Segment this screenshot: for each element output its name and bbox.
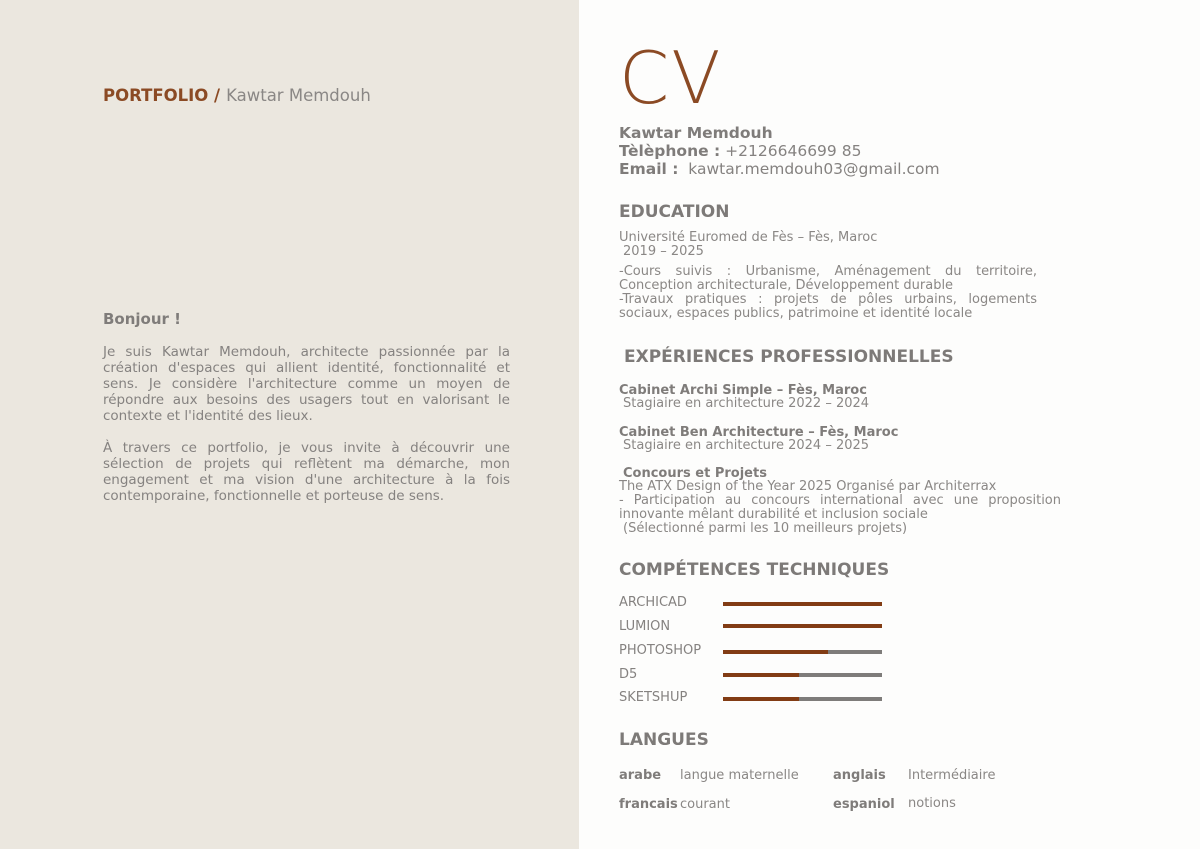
contest-line: The ATX Design of the Year 2025 Organisé par Architerrax <box>619 479 997 494</box>
skill-bar <box>723 697 882 701</box>
skill-bar-fill <box>723 673 799 677</box>
skill-bar-fill <box>723 697 799 701</box>
experience-title: EXPÉRIENCES PROFESSIONNELLES <box>624 347 954 367</box>
contest-line: innovante mêlant durabilité et inclusion sociale <box>619 507 928 522</box>
language-level: langue maternelle <box>680 768 799 783</box>
skill-bar <box>723 650 882 654</box>
phone-value: +2126646699 85 <box>725 142 862 160</box>
email-label: Email : <box>619 160 679 178</box>
phone-label: Tèlèphone : <box>619 142 721 160</box>
job-detail: Stagiaire en architecture 2024 – 2025 <box>623 438 870 453</box>
skills-title: COMPÉTENCES TECHNIQUES <box>619 560 890 580</box>
skill-bar <box>723 673 882 677</box>
phone-line <box>619 142 861 160</box>
skill-bar-fill <box>723 624 882 628</box>
education-details <box>619 265 1037 321</box>
skill-bar-fill <box>723 602 882 606</box>
intro-line: sélection de projets qui reflètent ma démarche, mon <box>103 456 510 472</box>
skill-bar <box>723 602 882 606</box>
education-title: EDUCATION <box>619 202 730 222</box>
intro-line: contemporaine, fonctionnelle et porteuse de sens. <box>103 488 445 504</box>
intro-line: Je suis Kawtar Memdouh, architecte passionnée par la <box>103 344 510 360</box>
language-level: notions <box>908 796 956 811</box>
intro-line: engagement et ma vision d'une architecture à la fois <box>103 472 510 488</box>
intro-line: sens. Je considère l'architecture comme un moyen de <box>103 376 510 392</box>
language-level: Intermédiaire <box>908 768 996 783</box>
language-name: francais <box>619 797 678 812</box>
skill-bar <box>723 624 882 628</box>
skill-label: LUMION <box>619 619 671 634</box>
portfolio-header <box>103 86 371 105</box>
education-detail-line: Conception architecturale, Développement durable <box>619 278 954 293</box>
portfolio-label: PORTFOLIO / <box>103 86 221 105</box>
skill-label: ARCHICAD <box>619 595 687 610</box>
cv-title: CV <box>619 36 723 120</box>
language-name: arabe <box>619 768 662 783</box>
email-value: kawtar.memdouh03@gmail.com <box>688 160 940 178</box>
greeting: Bonjour ! <box>103 310 182 328</box>
language-name: anglais <box>833 768 886 783</box>
job-detail: Stagiaire en architecture 2022 – 2024 <box>623 396 870 411</box>
language-level: courant <box>680 797 730 812</box>
education-years: 2019 – 2025 <box>623 244 704 259</box>
left-panel <box>0 0 579 849</box>
job-title: Cabinet Ben Architecture – Fès, Maroc <box>619 425 899 440</box>
portfolio-author-name: Kawtar Memdouh <box>226 86 371 105</box>
cv-name: Kawtar Memdouh <box>619 124 773 142</box>
intro-line: contexte et l'identité des lieux. <box>103 408 313 424</box>
language-name: espaniol <box>833 797 895 812</box>
intro-paragraph-2 <box>103 440 510 504</box>
education-detail-line: -Travaux pratiques : projets de pôles urbains, logements <box>619 292 1037 307</box>
job-title: Cabinet Archi Simple – Fès, Maroc <box>619 383 867 398</box>
skill-label: PHOTOSHOP <box>619 643 702 658</box>
intro-paragraph-1 <box>103 344 510 424</box>
intro-line: répondre aux besoins des usagers tout en valorisant le <box>103 392 510 408</box>
contest-title: Concours et Projets <box>623 466 767 481</box>
languages-title: LANGUES <box>619 730 709 750</box>
contest-line: (Sélectionné parmi les 10 meilleurs projets) <box>623 521 908 536</box>
skill-label: SKETSHUP <box>619 690 688 705</box>
email-line <box>619 160 940 178</box>
education-detail-line: sociaux, espaces publics, patrimoine et identité locale <box>619 306 973 321</box>
contest-details <box>619 480 1061 536</box>
education-school: Université Euromed de Fès – Fès, Maroc <box>619 230 878 245</box>
skill-label: D5 <box>619 667 638 682</box>
skill-bar-fill <box>723 650 828 654</box>
contest-line: - Participation au concours international avec une proposition <box>619 493 1061 508</box>
intro-line: création d'espaces qui allient identité, fonctionnalité et <box>103 360 510 376</box>
education-detail-line: -Cours suivis : Urbanisme, Aménagement du territoire, <box>619 264 1037 279</box>
intro-line: À travers ce portfolio, je vous invite à découvrir une <box>103 440 510 456</box>
